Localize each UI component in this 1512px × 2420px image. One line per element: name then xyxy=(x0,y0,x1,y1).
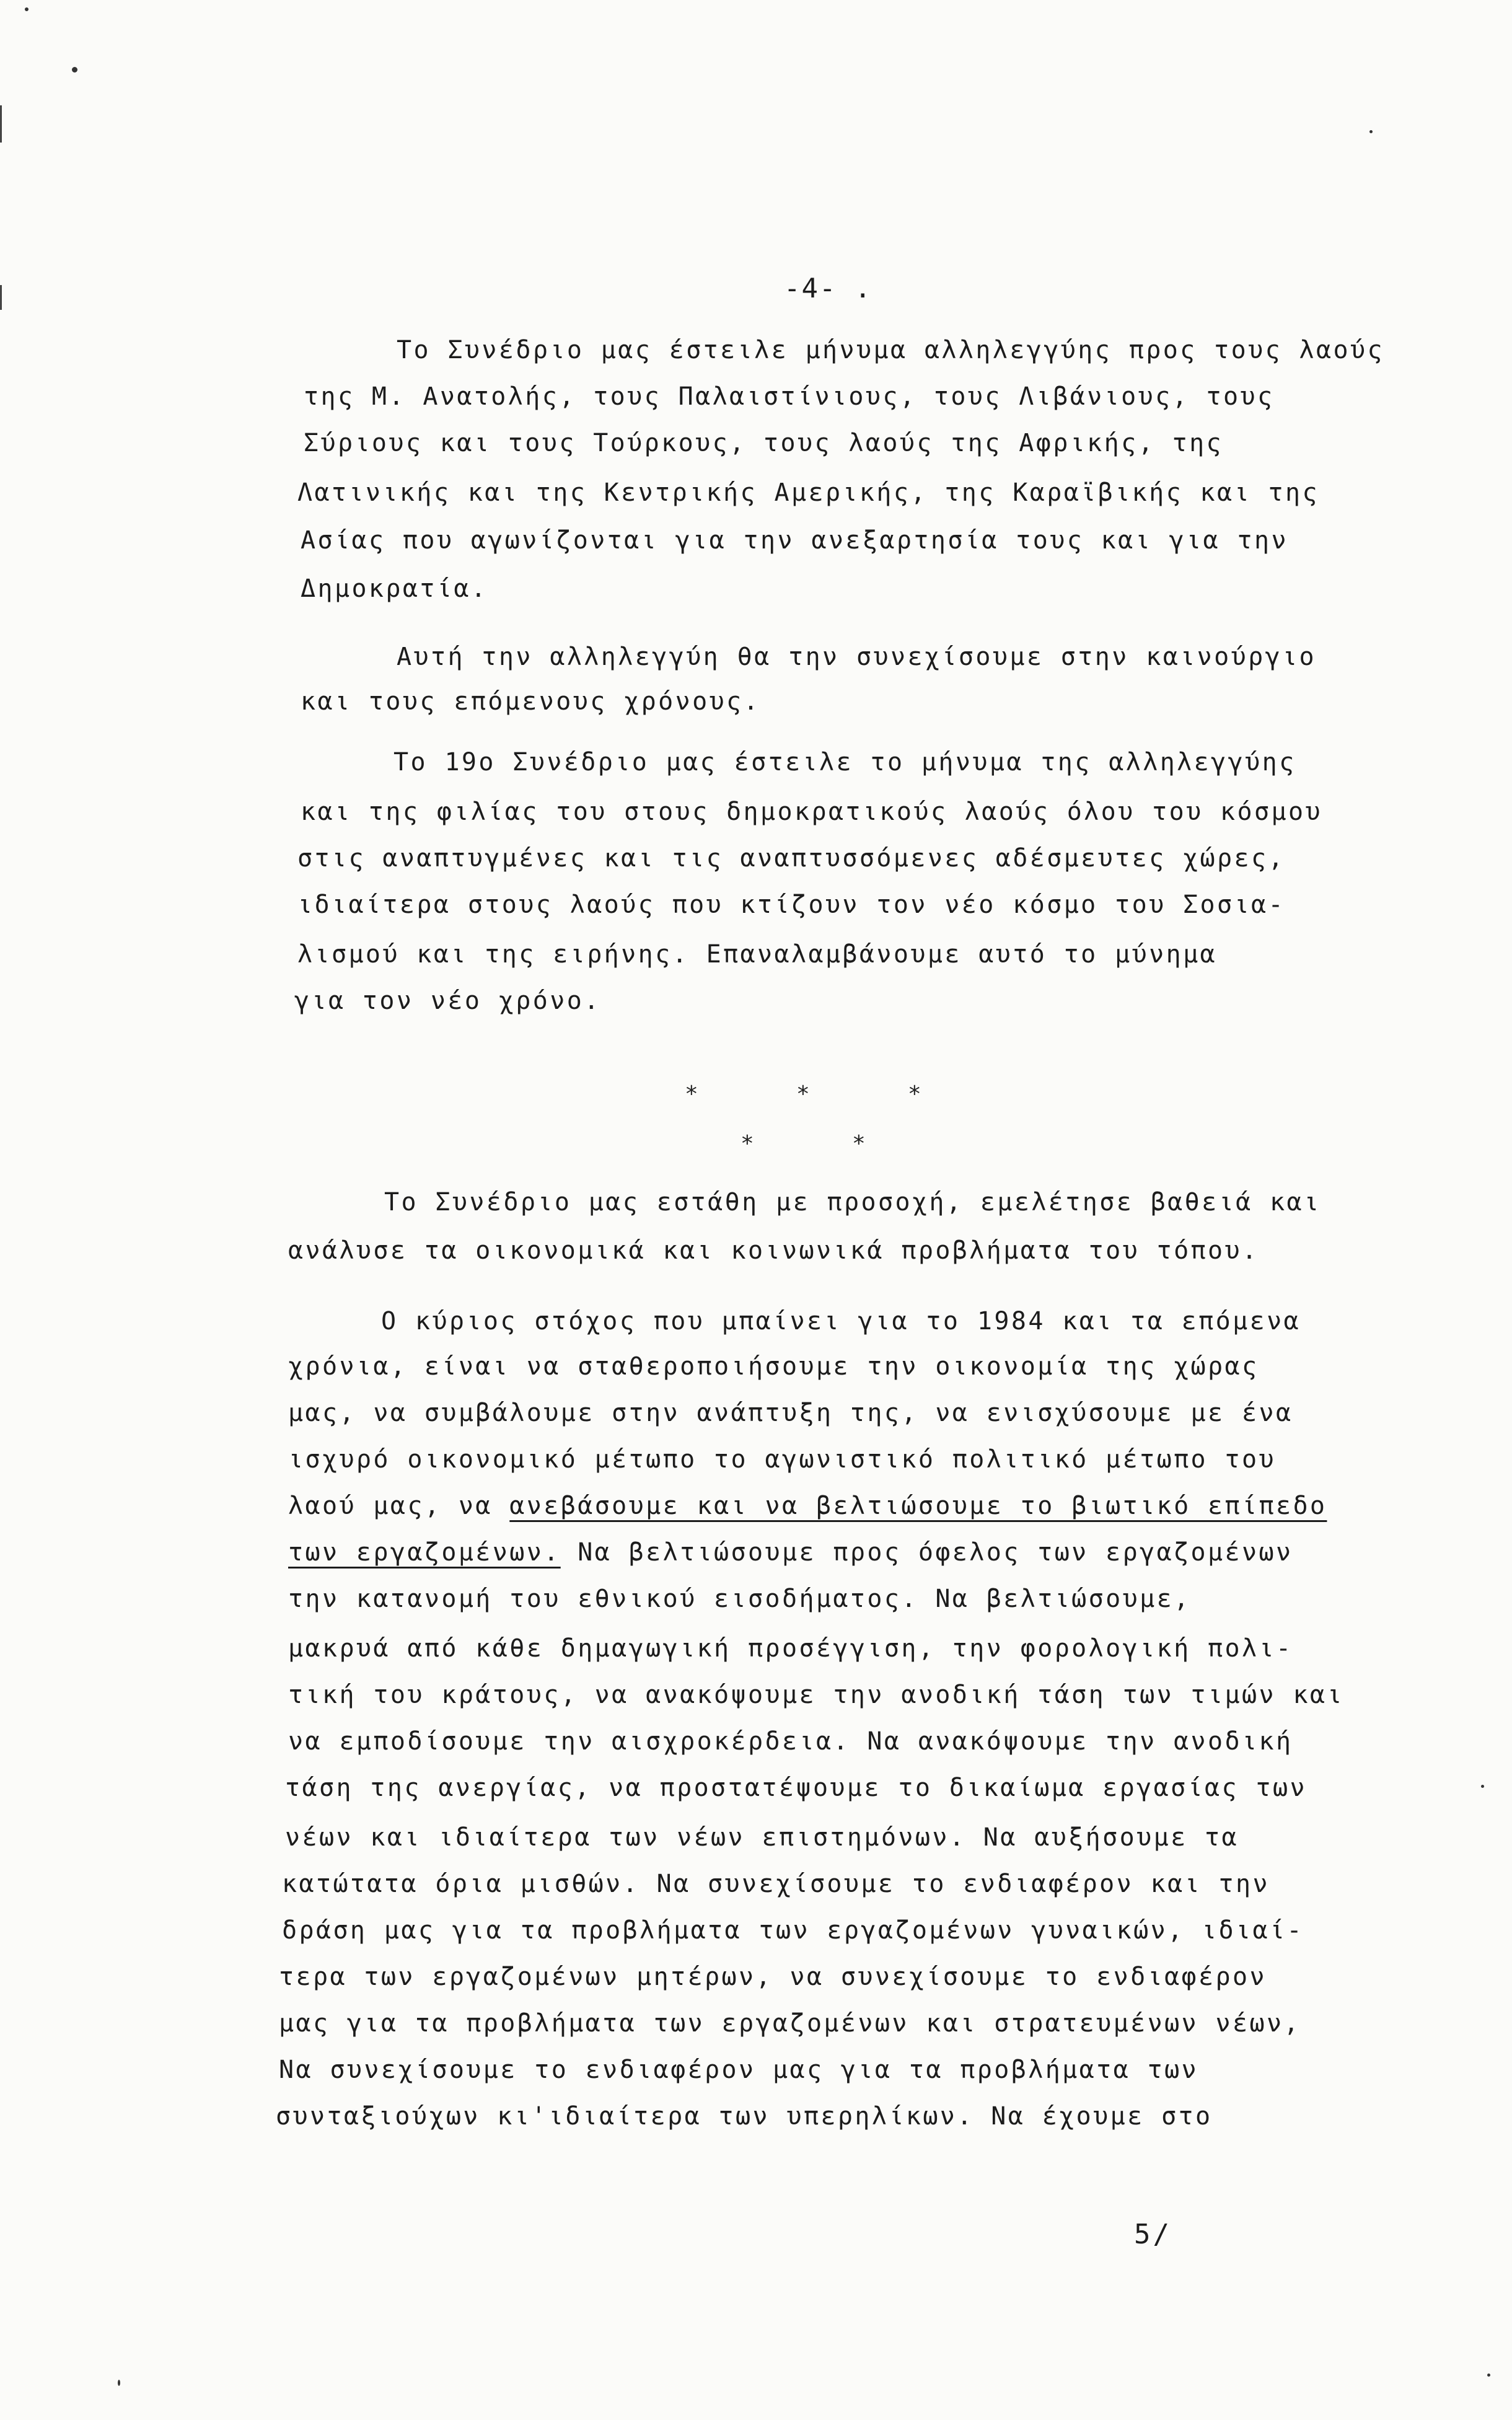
text-span: Να βελτιώσουμε προς όφελος των εργαζομένων xyxy=(560,1538,1293,1567)
page-number: -4- . xyxy=(784,273,872,304)
text-line: και τους επόμενους χρόνους. xyxy=(301,687,761,716)
text-line: Λατινικής και της Κεντρικής Αμερικής, της Καραϊβικής και της xyxy=(297,478,1319,507)
scan-speck xyxy=(1481,1785,1484,1788)
text-line: Ο κύριος στόχος που μπαίνει για το 1984 και τα επόμενα xyxy=(381,1307,1301,1335)
text-line: για τον νέο χρόνο. xyxy=(294,987,601,1015)
text-line: Σύριους και τους Τούρκους, τους λαούς της Αφρικής, της xyxy=(304,429,1224,457)
text-line: τερα των εργαζομένων μητέρων, να συνεχίσουμε το ενδιαφέρον xyxy=(279,1963,1267,1991)
text-line xyxy=(288,1494,1327,1518)
text-line: την κατανομή του εθνικού εισοδήματος. Να βελτιώσουμε, xyxy=(288,1585,1191,1613)
text-line: χρόνια, είναι να σταθεροποιήσουμε την οικονομία της χώρας xyxy=(288,1352,1259,1381)
text-line: μακρυά από κάθε δημαγωγική προσέγγιση, την φορολογική πολι- xyxy=(288,1634,1293,1663)
scan-speck xyxy=(1369,130,1373,133)
text-line: στις αναπτυγμένες και τις αναπτυσσόμενες αδέσμευτες χώρες, xyxy=(297,844,1285,873)
text-line: τάση της ανεργίας, να προστατέψουμε το δικαίωμα εργασίας των xyxy=(285,1774,1307,1802)
text-line: Αυτή την αλληλεγγύη θα την συνεχίσουμε στην καινούργιο xyxy=(397,643,1317,671)
text-line: Το Συνέδριο μας έστειλε μήνυμα αλληλεγγύης προς τους λαούς xyxy=(397,336,1384,364)
scan-speck xyxy=(1487,2374,1490,2377)
text-line: μας, να συμβάλουμε στην ανάπτυξη της, να ενισχύσουμε με ένα xyxy=(288,1399,1293,1427)
text-line: κατώτατα όρια μισθών. Να συνεχίσουμε το ενδιαφέρον και την xyxy=(282,1870,1270,1898)
text-line: και της φιλίας του στους δημοκρατικούς λαούς όλου του κόσμου xyxy=(301,798,1322,826)
text-line: τική του κράτους, να ανακόψουμε την ανοδική τάση των τιμών και xyxy=(288,1681,1344,1709)
text-line: συνταξιούχων κι'ιδιαίτερα των υπερηλίκων. Να έχουμε στο xyxy=(276,2102,1213,2131)
text-line: της Μ. Ανατολής, τους Παλαιστίνιους, τους Λιβάνιους, τους xyxy=(304,382,1275,411)
text-span: λαού μας, να xyxy=(288,1492,510,1520)
underlined-text: των εργαζομένων. xyxy=(288,1538,561,1567)
text-line: Να συνεχίσουμε το ενδιαφέρον μας για τα προβλήματα των xyxy=(279,2056,1199,2084)
scan-speck xyxy=(25,7,29,11)
text-line: ισχυρό οικονομικό μέτωπο το αγωνιστικό πολιτικό μέτωπο του xyxy=(288,1445,1276,1474)
separator-star: * xyxy=(908,1081,921,1107)
underlined-text: ανεβάσουμε και να βελτιώσουμε το βιωτικό επίπεδο xyxy=(509,1492,1327,1520)
separator-star: * xyxy=(796,1081,810,1107)
text-line: λισμού και της ειρήνης. Επαναλαμβάνουμε αυτό το μύνημα xyxy=(297,940,1218,969)
text-line: Το Συνέδριο μας εστάθη με προσοχή, εμελέτησε βαθειά και xyxy=(384,1188,1321,1217)
text-line: να εμποδίσουμε την αισχροκέρδεια. Να ανακόψουμε την ανοδική xyxy=(288,1727,1293,1756)
continuation-marker: 5/ xyxy=(1134,2219,1172,2250)
text-line: δράση μας για τα προβλήματα των εργαζομένων γυναικών, ιδιαί- xyxy=(282,1916,1304,1945)
text-line: ιδιαίτερα στους λαούς που κτίζουν τον νέο κόσμο του Σοσια- xyxy=(297,891,1285,919)
separator-star: * xyxy=(685,1081,698,1107)
scan-speck xyxy=(118,2380,120,2386)
text-line: Ασίας που αγωνίζονται για την ανεξαρτησία τους και για την xyxy=(301,526,1288,555)
separator-star: * xyxy=(741,1131,754,1156)
separator-star: * xyxy=(852,1131,866,1156)
text-line: μας για τα προβλήματα των εργαζομένων και στρατευμένων νέων, xyxy=(279,2009,1301,2038)
scan-edge-mark xyxy=(0,285,2,310)
scan-edge-mark xyxy=(0,105,2,143)
text-line: Το 19ο Συνέδριο μας έστειλε το μήνυμα της αλληλεγγύης xyxy=(393,748,1296,777)
text-line xyxy=(288,1540,1293,1565)
text-line: ανάλυσε τα οικονομικά και κοινωνικά προβλήματα του τόπου. xyxy=(288,1236,1259,1265)
text-line: νέων και ιδιαίτερα των νέων επιστημόνων. Να αυξήσουμε τα xyxy=(285,1823,1239,1852)
scan-speck xyxy=(72,67,77,73)
text-line: Δημοκρατία. xyxy=(301,574,488,603)
